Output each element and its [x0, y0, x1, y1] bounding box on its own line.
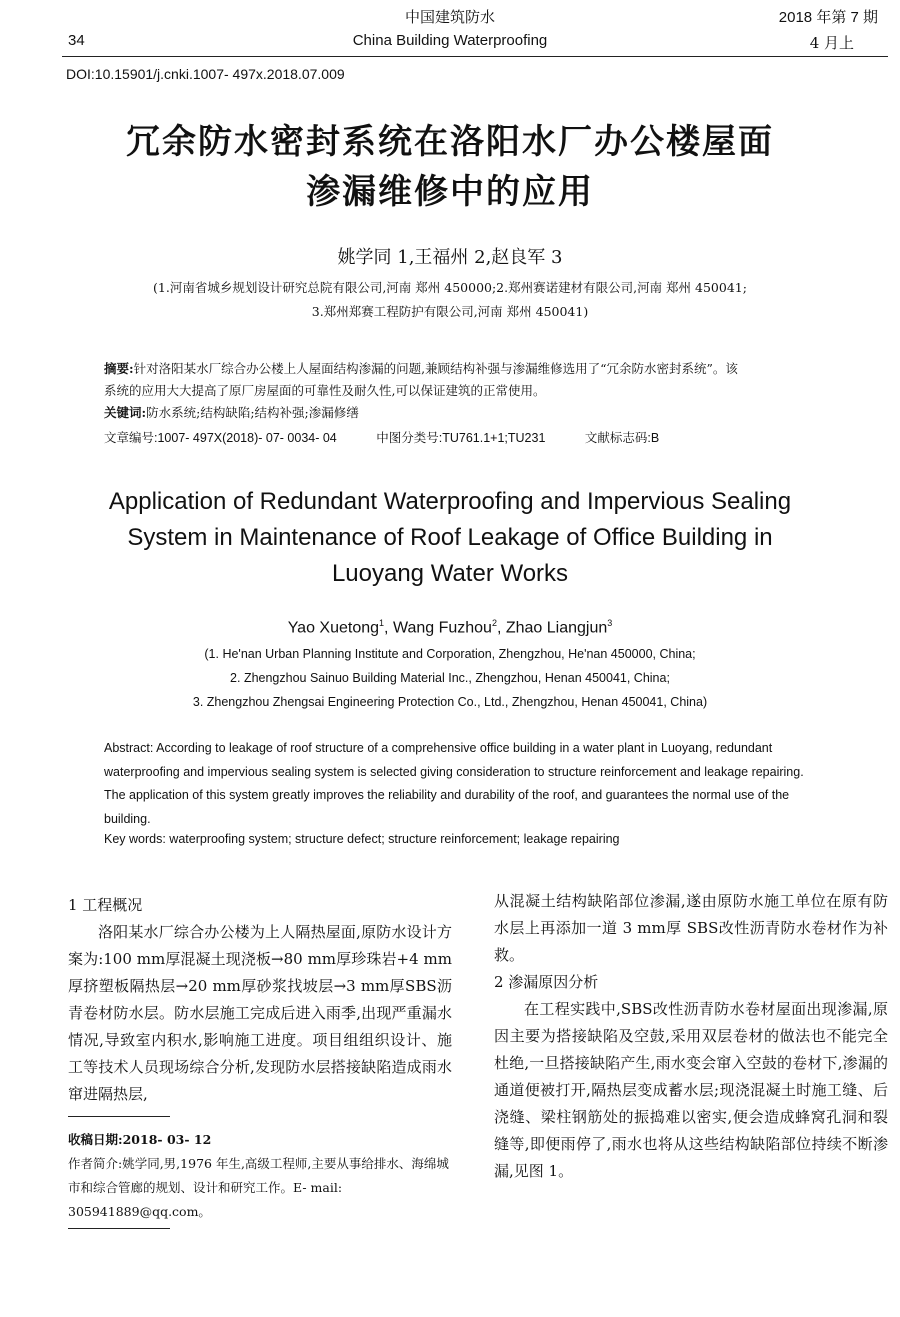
keywords-en: Key words: waterproofing system; structure defect; structure reinforcement; leakage repairing: [104, 832, 620, 846]
title-en-line1: Application of Redundant Waterproofing and Impervious Sealing: [108, 488, 792, 515]
author-en-2: Wang Fuzhou: [392, 619, 492, 637]
doi: DOI:10.15901/j.cnki.1007- 497x.2018.07.009: [66, 66, 345, 82]
journal-name-en: China Building Waterproofing: [352, 32, 548, 49]
author-en-3: Zhao Liangjun: [505, 619, 608, 637]
issue-number: 2018 年第 7 期: [778, 9, 878, 26]
article-identifiers: [104, 428, 864, 446]
title-en: [0, 484, 900, 592]
affiliations-en-line1: (1. He'nan Urban Planning Institute and Corporation, Zhengzhou, He'nan 450000, China;: [204, 647, 696, 661]
abstract-en-line2: waterproofing and impervious sealing system is selected giving consideration to structure reinforcement and leakage repairing.: [104, 764, 804, 779]
footnote: [68, 1128, 460, 1224]
section-2-paragraph: 在工程实践中,SBS改性沥青防水卷材屋面出现渗漏,原因主要为搭接缺陷及空鼓,采用双层卷材的做法也不能完全杜绝,一旦搭接缺陷产生,雨水变会窜入空鼓的卷材下,渗漏的通道便被打开,隔热层变成蓄水层;现浇混凝土时施工缝、后浇缝、梁柱钢筋处的振捣难以密实,便会造成蜂窝孔洞和裂缝等,即便雨停了,雨水也将从这些结构缺陷部位持续不断渗漏,见图 1。: [494, 1000, 888, 1180]
affiliations-en-line3: 3. Zhengzhou Zhengsai Engineering Protection Co., Ltd., Zhengzhou, Henan 450041, China): [192, 695, 708, 709]
section-1-heading: 1 工程概况: [68, 896, 143, 914]
author-en-1-sup: 1: [379, 618, 385, 628]
authors-cn: 姚学同 1,王福州 2,赵良军 3: [337, 247, 563, 268]
abstract-en-line4: building.: [104, 811, 151, 826]
section-1-paragraph: 洛阳某水厂综合办公楼为上人隔热屋面,原防水设计方案为:100 mm厚混凝土现浇板→80 mm厚珍珠岩+4 mm厚挤塑板隔热层→20 mm厚砂浆找坡层→3 mm厚SBS沥青卷材防水层。防水层施工完成后进入雨季,出现严重漏水情况,导致室内积水,影响施工进度。项目组组织设计、施工等技术人员现场综合分析,发现防水层搭接缺陷造成雨水窜进隔热层,: [68, 923, 452, 1103]
keywords-cn: 防水系统;结构缺陷;结构补强;渗漏修缮: [146, 405, 359, 420]
clc-number: 中图分类号:TU761.1+1;TU231: [376, 431, 546, 445]
author-en-3-sup: 3: [607, 618, 613, 628]
issue-month: 4 月上: [809, 34, 854, 52]
document-code: 文献标志码:B: [584, 431, 660, 445]
body-right-column: [494, 888, 888, 1185]
abstract-cn-label: 摘要:: [104, 361, 134, 376]
journal-name-cn: 中国建筑防水: [404, 8, 495, 26]
title-en-line3: Luoyang Water Works: [331, 560, 569, 587]
received-date: 收稿日期:2018- 03- 12: [68, 1132, 212, 1147]
authors-en: Yao Xuetong$^1$, Wang Fuzhou$^2$, Zhao Liangjun$^3$: [287, 618, 613, 637]
article-number: 文章编号:1007- 497X(2018)- 07- 0034- 04: [104, 431, 337, 445]
abstract-en: [104, 737, 864, 831]
affiliations-cn-line1: (1.河南省城乡规划设计研究总院有限公司,河南 郑州 450000;2.郑州赛诺建材有限公司,河南 郑州 450041;: [153, 280, 747, 295]
author-en-2-sup: 2: [491, 618, 497, 628]
section-1-continued: 从混凝土结构缺陷部位渗漏,遂由原防水施工单位在原有防水层上再添加一道 3 mm厚 SBS改性沥青防水卷材作为补救。: [494, 892, 888, 964]
section-2-heading: 2 渗漏原因分析: [494, 973, 599, 991]
title-cn-line1: 冗余防水密封系统在洛阳水厂办公楼屋面: [126, 122, 774, 162]
body-left-column: [68, 892, 452, 1108]
abstract-en-line3: The application of this system greatly improves the reliability and durability of the roof, and guarantees the normal use of the: [104, 788, 790, 802]
title-en-line2: System in Maintenance of Roof Leakage of Office Building in: [127, 524, 773, 551]
author-en-1: Yao Xuetong: [287, 619, 380, 637]
author-bio: 作者简介:姚学同,男,1976 年生,高级工程师,主要从事给排水、海绵城市和综合管廊的规划、设计和研究工作。E- mail: 305941889@qq.com。: [68, 1156, 449, 1219]
footnote-rule: [68, 1116, 170, 1117]
header-rule: [62, 56, 888, 57]
page-number: 34: [68, 32, 85, 49]
footnote-rule-bottom: [68, 1228, 170, 1229]
abstract-cn-line2: 系统的应用大大提高了原厂房屋面的可靠性及耐久性,可以保证建筑的正常使用。: [104, 383, 546, 398]
abstract-cn: [104, 358, 864, 424]
abstract-en-line1: Abstract: According to leakage of roof structure of a comprehensive office building in a water plant in Luoyang, redundant: [104, 741, 773, 755]
affiliations-cn-line2: 3.郑州郑赛工程防护有限公司,河南 郑州 450041): [311, 304, 589, 319]
abstract-cn-line1: 针对洛阳某水厂综合办公楼上人屋面结构渗漏的问题,兼顾结构补强与渗漏维修选用了“冗余防水密封系统”。该: [133, 361, 738, 376]
affiliations-en-line2: 2. Zhengzhou Sainuo Building Material Inc., Zhengzhou, Henan 450041, China;: [230, 671, 670, 685]
title-cn-line2: 渗漏维修中的应用: [306, 172, 594, 212]
keywords-cn-label: 关键词:: [104, 405, 147, 420]
